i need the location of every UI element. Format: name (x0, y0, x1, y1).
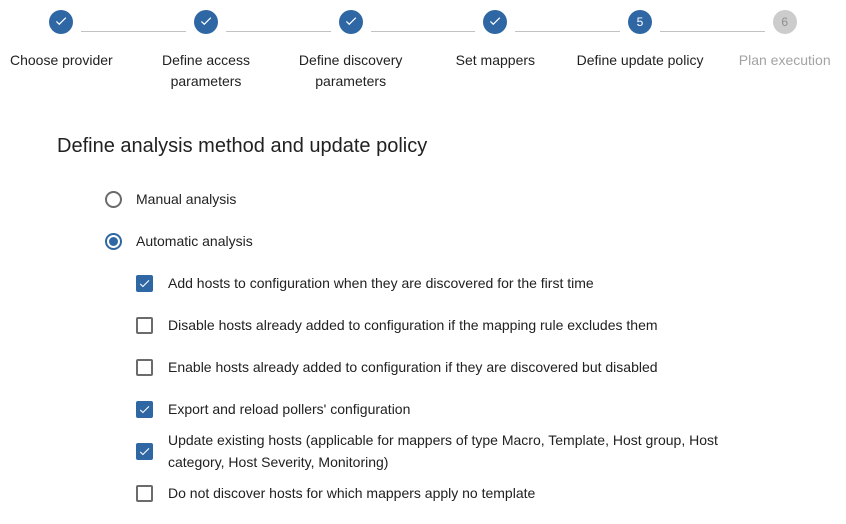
automatic-analysis-radio[interactable] (105, 233, 122, 250)
step-completed-circle (49, 10, 73, 34)
manual-analysis-radio[interactable] (105, 191, 122, 208)
add-hosts-checkbox[interactable] (136, 275, 153, 292)
option-update-existing-hosts[interactable] (136, 429, 846, 473)
checkbox-label[interactable]: Update existing hosts (applicable for mappers of type Macro, Template, Host group, Host category, Host Severity, Monitoring) (168, 432, 718, 470)
step-connector-line (81, 31, 186, 32)
step-number: 5 (636, 15, 644, 29)
checkbox-label[interactable]: Export and reload pollers' configuration (168, 401, 411, 417)
step-define-update-policy[interactable] (568, 10, 713, 92)
option-disable-hosts[interactable] (136, 315, 846, 335)
step-connector-line (660, 31, 765, 32)
step-completed-circle (483, 10, 507, 34)
step-connector-line (226, 31, 331, 32)
step-pending-circle (773, 10, 797, 34)
step-completed-circle (194, 10, 218, 34)
checkbox-label[interactable]: Enable hosts already added to configuration if they are discovered but disabled (168, 359, 658, 375)
radio-label[interactable]: Automatic analysis (136, 233, 253, 249)
option-manual-analysis[interactable] (105, 189, 846, 209)
step-label: Define access parameters (162, 52, 250, 89)
check-icon (344, 14, 358, 30)
step-connector-line (515, 31, 620, 32)
step-label: Choose provider (9, 52, 113, 68)
radio-label[interactable]: Manual analysis (136, 191, 237, 207)
check-icon (488, 14, 502, 30)
do-not-discover-hosts-checkbox[interactable] (136, 485, 153, 502)
disable-hosts-checkbox[interactable] (136, 317, 153, 334)
update-policy-checkbox-group (136, 273, 846, 503)
option-do-not-discover-hosts[interactable] (136, 483, 846, 503)
step-active-circle (628, 10, 652, 34)
option-automatic-analysis[interactable] (105, 231, 846, 251)
check-icon (54, 14, 68, 30)
wizard-stepper (0, 10, 846, 92)
step-label: Define update policy (576, 52, 704, 68)
step-label: Define discovery parameters (298, 52, 403, 89)
analysis-method-radio-group (105, 189, 846, 251)
step-completed-circle (339, 10, 363, 34)
step-plan-execution[interactable] (712, 10, 846, 92)
checkbox-label[interactable]: Do not discover hosts for which mappers apply no template (168, 485, 536, 501)
checkbox-label[interactable]: Disable hosts already added to configuration if the mapping rule excludes them (168, 317, 658, 333)
update-existing-hosts-checkbox[interactable] (136, 443, 153, 460)
option-enable-hosts[interactable] (136, 357, 846, 377)
step-define-access-parameters[interactable] (134, 10, 279, 92)
step-define-discovery-parameters[interactable] (278, 10, 423, 92)
export-reload-pollers-checkbox[interactable] (136, 401, 153, 418)
step-connector-line (371, 31, 476, 32)
step-label: Plan execution (738, 52, 831, 68)
option-export-reload-pollers[interactable] (136, 399, 846, 419)
step-choose-provider[interactable] (0, 10, 134, 92)
enable-hosts-checkbox[interactable] (136, 359, 153, 376)
checkbox-label[interactable]: Add hosts to configuration when they are discovered for the first time (168, 275, 594, 291)
step-set-mappers[interactable] (423, 10, 568, 92)
option-add-hosts[interactable] (136, 273, 846, 293)
step-label: Set mappers (455, 52, 536, 68)
step-number: 6 (781, 15, 789, 29)
check-icon (199, 14, 213, 30)
page-title: Define analysis method and update policy (57, 135, 428, 157)
